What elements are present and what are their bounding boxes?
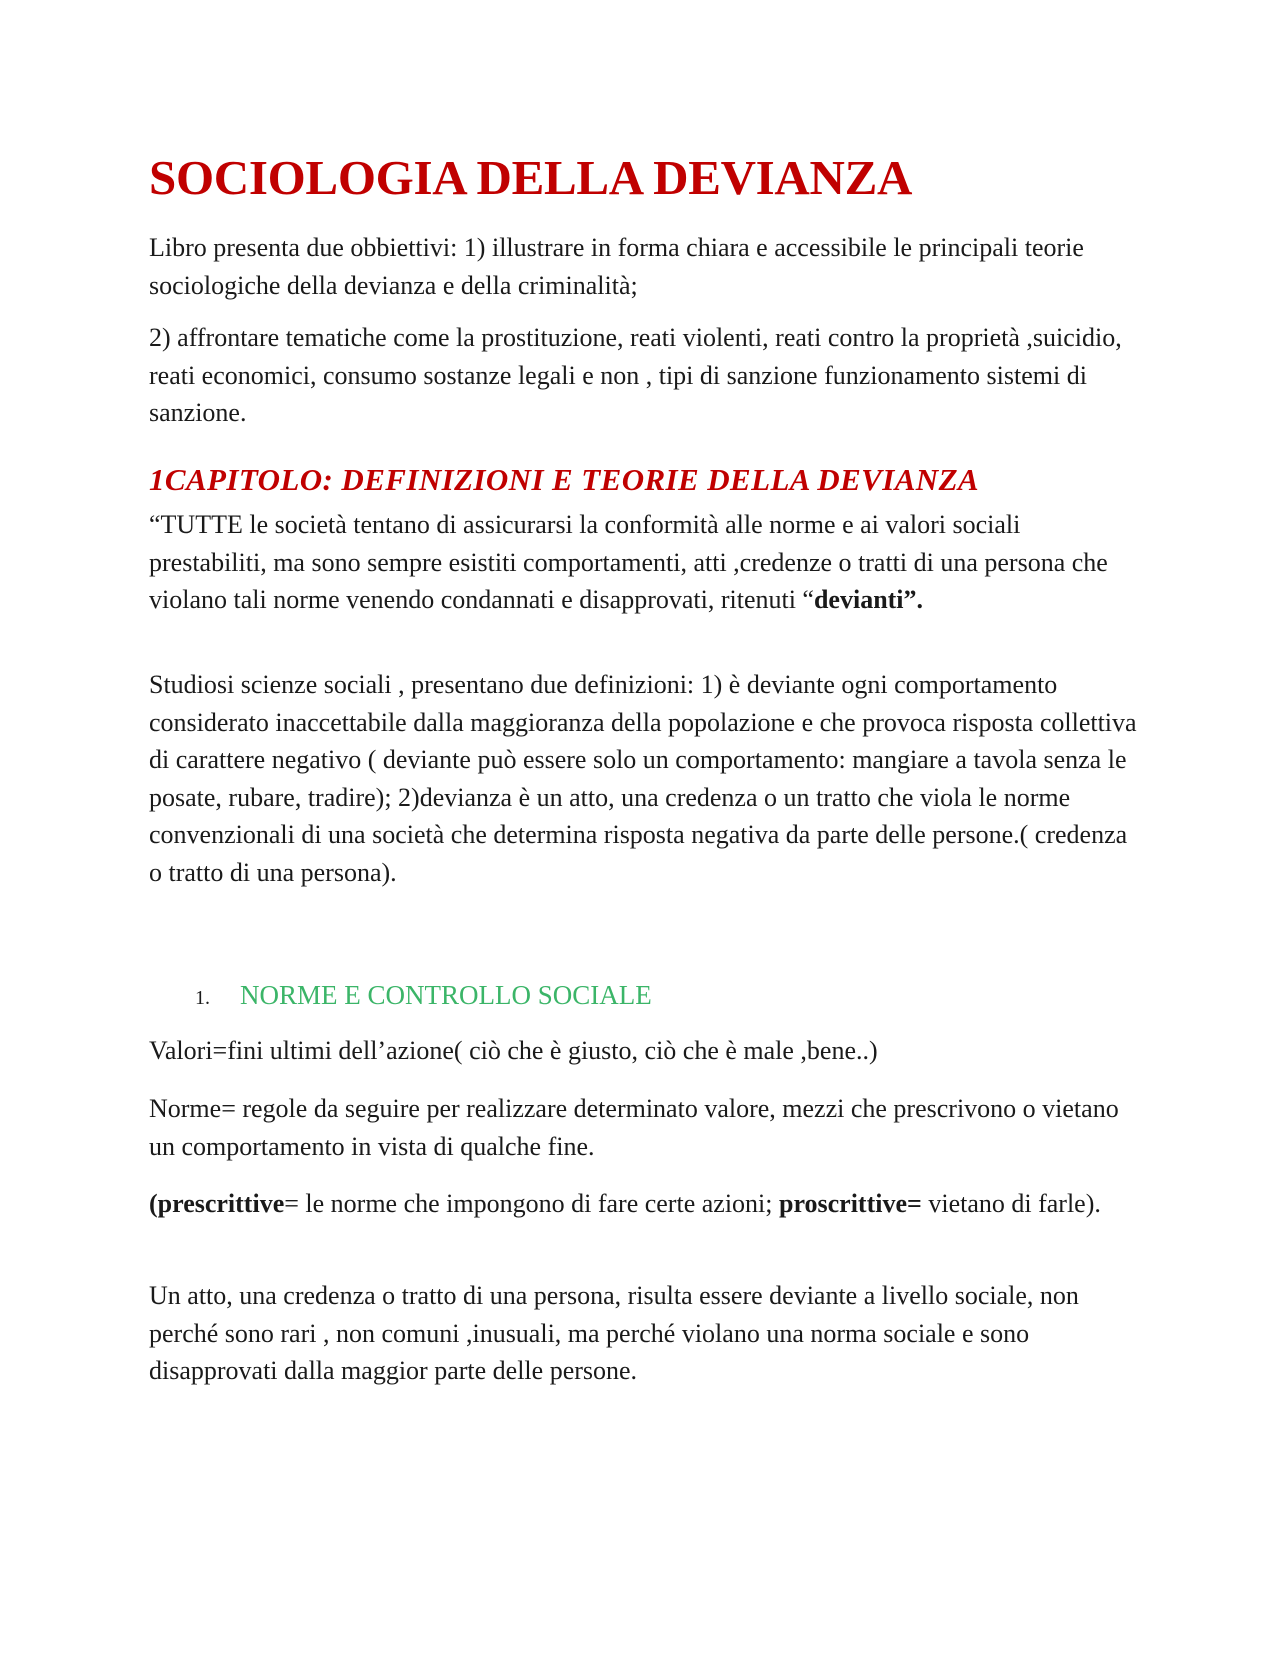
prescrittive-term: (prescrittive <box>149 1189 285 1218</box>
valori-paragraph: Valori=fini ultimi dell’azione( ciò che è giusto, ciò che è male ,bene..) <box>149 1036 878 1065</box>
prescrittive-paragraph <box>149 1185 1139 1223</box>
section-heading <box>195 976 652 1017</box>
intro-paragraph-2: 2) affrontare tematiche come la prostituzione, reati violenti, reati contro la proprietà ,suicidio, reati economici, consumo sostanze legali e non , tipi di sanzione funzionamento sistemi di sanzione. <box>149 323 1122 427</box>
section-number: 1. <box>195 987 210 1009</box>
quote-text: “TUTTE le società tentano di assicurarsi la conformità alle norme e ai valori sociali prestabiliti, ma sono sempre esistiti comportamenti, atti ,credenze o tratti di una persona che violano tali norme venendo condannati e disapprovati, ritenuti “ <box>149 510 1108 614</box>
final-paragraph: Un atto, una credenza o tratto di una persona, risulta essere deviante a livello sociale, non perché sono rari , non comuni ,inusuali, ma perché violano una norma sociale e sono disapprovati dalla maggior parte delle persone. <box>149 1281 1079 1385</box>
proscrittive-term: proscrittive= <box>778 1189 922 1218</box>
quote-bold-term: devianti”. <box>813 585 924 614</box>
prescrittive-text: = le norme che impongono di fare certe azioni; <box>284 1189 779 1218</box>
chapter-heading: 1CAPITOLO: DEFINIZIONI E TEORIE DELLA DEVIANZA <box>149 462 979 497</box>
quote-paragraph <box>149 506 1139 619</box>
definitions-paragraph: Studiosi scienze sociali , presentano due definizioni: 1) è deviante ogni comportamento considerato inaccettabile dalla maggioranza della popolazione e che provoca risposta collettiva di carattere negativo ( deviante può essere solo un comportamento: mangiare a tavola senza le posate, rubare, tradire); 2)devianza è un atto, una credenza o un tratto che viola le norme convenzionali di una società che determina risposta negativa da parte delle persone.( credenza o tratto di una persona). <box>149 670 1137 887</box>
section-title: NORME E CONTROLLO SOCIALE <box>240 980 652 1010</box>
intro-paragraph-1: Libro presenta due obbiettivi: 1) illustrare in forma chiara e accessibile le principali teorie sociologiche della devianza e della criminalità; <box>149 233 1084 300</box>
proscrittive-text: vietano di farle). <box>921 1189 1101 1218</box>
norme-paragraph: Norme= regole da seguire per realizzare determinato valore, mezzi che prescrivono o vietano un comportamento in vista di qualche fine. <box>149 1094 1119 1161</box>
document-title: SOCIOLOGIA DELLA DEVIANZA <box>149 150 913 205</box>
